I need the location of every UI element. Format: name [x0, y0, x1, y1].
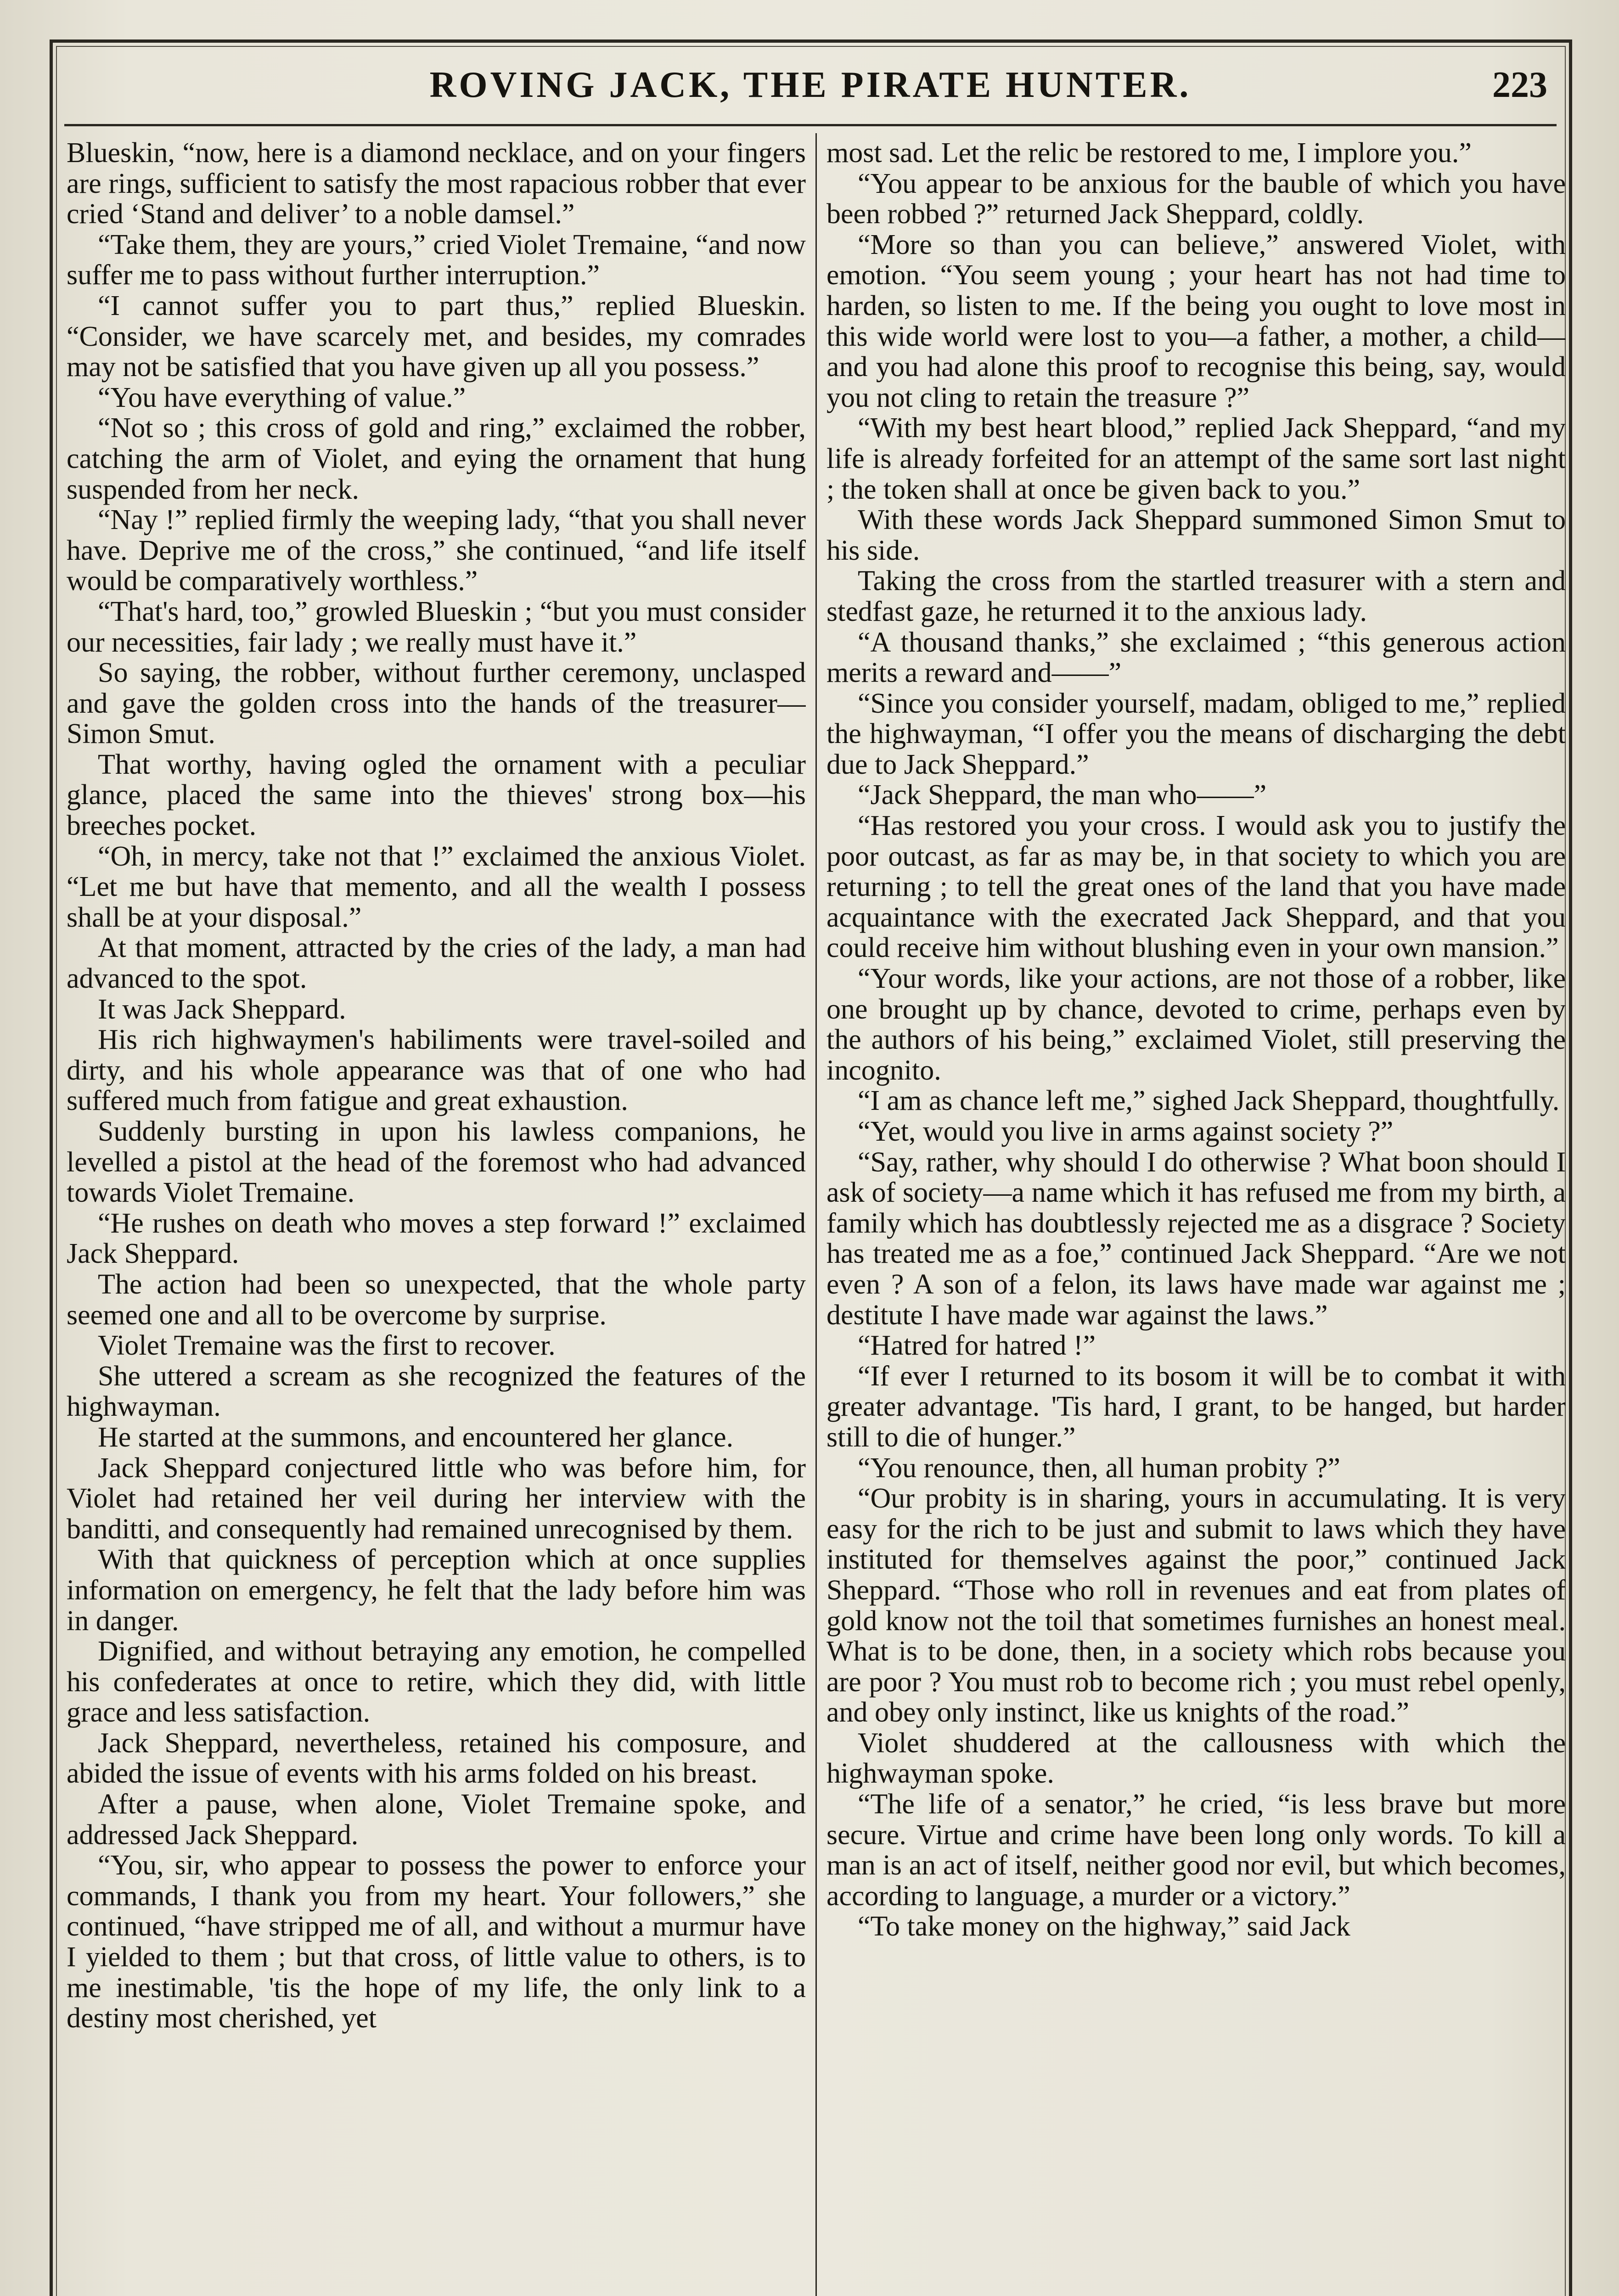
paragraph: Jack Sheppard conjectured little who was before him, for Violet had retained her veil during her interview with the banditti, and consequently had remained unrecognised by them.	[67, 1452, 806, 1545]
paragraph: “Nay !” replied firmly the weeping lady, “that you shall never have. Deprive me of the cross,” she continued, “and life itself would be comparatively worthless.”	[67, 504, 806, 597]
paragraph: Dignified, and without betraying any emotion, he compelled his confederates at once to retire, which they did, with little grace and less satisfaction.	[67, 1636, 806, 1728]
paragraph: “I am as chance left me,” sighed Jack Sheppard, thoughtfully.	[858, 1085, 1560, 1117]
paragraph: “Take them, they are yours,” cried Violet Tremaine, “and now suffer me to pass without further interruption.”	[67, 229, 806, 291]
paragraph: Violet shuddered at the callousness with which the highwayman spoke.	[826, 1727, 1566, 1790]
paragraph: “You renounce, then, all human probity ?”	[858, 1452, 1340, 1484]
paragraph: After a pause, when alone, Violet Tremaine spoke, and addressed Jack Sheppard.	[67, 1789, 806, 1851]
paragraph: “More so than you can believe,” answered Violet, with emotion. “You seem young ; your heart has not had time to harden, so listen to me. If the being you ought to love most in this wide world were lost to you—a father, a mother, a child—and you had alone this proof to recognise this being, say, would you not cling to retain the treasure ?”	[826, 229, 1566, 413]
paragraph: “You, sir, who appear to possess the power to enforce your commands, I thank you from my heart. Your followers,” she continued, “have stripped me of all, and without a murmur have I yielded to them ; but that cross, of little value to others, is to me inestimable, 'tis the hope of my life, the only link to a destiny most cherished, yet	[67, 1850, 806, 2034]
paragraph: “Yet, would you live in arms against society ?”	[858, 1116, 1394, 1147]
paragraph: “Our probity is in sharing, yours in accumulating. It is very easy for the rich to be just and submit to laws which they have instituted for themselves against the poor,” continued Jack Sheppard. “Those who roll in revenues and eat from plates of gold know not the toil that sometimes furnishes an honest meal. What is to be done, then, in a society which robs because you are poor ? You must rob to become rich ; you must rebel openly, and obey only instinct, like us knights of the road.”	[826, 1483, 1566, 1728]
paragraph: “Oh, in mercy, take not that !” exclaimed the anxious Violet. “Let me but have that memento, and all the wealth I possess shall be at your disposal.”	[67, 840, 806, 933]
paragraph: “I cannot suffer you to part thus,” replied Blueskin. “Consider, we have scarcely met, and besides, my comrades may not be satisfied that you have given up all you possess.”	[67, 290, 806, 383]
paragraph: most sad. Let the relic be restored to me, I implore you.”	[826, 138, 1472, 169]
paragraph: He started at the summons, and encountered her glance.	[98, 1421, 734, 1453]
paragraph: So saying, the robber, without further ceremony, unclasped and gave the golden cross into the hands of the treasurer—Simon Smut.	[67, 657, 806, 750]
paragraph: That worthy, having ogled the ornament with a peculiar glance, placed the same into the thieves' strong box—his breeches pocket.	[67, 748, 806, 842]
paragraph: Blueskin, “now, here is a diamond necklace, and on your fingers are rings, sufficient to satisfy the most rapacious robber that ever cried ‘Stand and deliver’ to a noble damsel.”	[67, 138, 806, 230]
paragraph: “A thousand thanks,” she exclaimed ; “this generous action merits a reward and——”	[826, 626, 1566, 689]
paragraph: Violet Tremaine was the first to recover.	[98, 1330, 556, 1362]
right-column	[826, 138, 1566, 2296]
page-header	[64, 55, 1557, 126]
paragraph: With that quickness of perception which at once supplies information on emergency, he felt that the lady before him was in danger.	[67, 1544, 806, 1637]
paragraph: “Not so ; this cross of gold and ring,” exclaimed the robber, catching the arm of Violet, and eying the ornament that hung suspended from her neck.	[67, 412, 806, 505]
paragraph: “To take money on the highway,” said Jack	[858, 1911, 1350, 1942]
paragraph: “Your words, like your actions, are not those of a robber, like one brought up by chance, devoted to crime, perhaps even by the authors of his being,” exclaimed Violet, still preserving the incognito.	[826, 963, 1566, 1086]
paragraph: “Jack Sheppard, the man who——”	[858, 779, 1267, 811]
page-number: 223	[1492, 65, 1547, 105]
paragraph: Suddenly bursting in upon his lawless companions, he levelled a pistol at the head of the foremost who had advanced towards Violet Tremaine.	[67, 1116, 806, 1209]
paragraph: “Since you consider yourself, madam, obliged to me,” replied the highwayman, “I offer you the means of discharging the debt due to Jack Sheppard.”	[826, 687, 1566, 780]
paragraph: “Hatred for hatred !”	[858, 1330, 1096, 1362]
paragraph: Jack Sheppard, nevertheless, retained his composure, and abided the issue of events with his arms folded on his breast.	[67, 1727, 806, 1790]
paragraph: “The life of a senator,” he cried, “is less brave but more secure. Virtue and crime have been long only words. To kill a man is an act of itself, neither good nor evil, but which becomes, according to language, a murder or a victory.”	[826, 1789, 1566, 1912]
paragraph: “You appear to be anxious for the bauble of which you have been robbed ?” returned Jack Sheppard, coldly.	[826, 168, 1566, 230]
paragraph: “He rushes on death who moves a step forward !” exclaimed Jack Sheppard.	[67, 1207, 806, 1270]
paragraph: “Has restored you your cross. I would ask you to justify the poor outcast, as far as may be, in that society to which you are returning ; to tell the great ones of the land that you have made acquaintance with the execrated Jack Sheppard, and that you could receive him without blushing even in your own mansion.”	[826, 810, 1566, 964]
left-column	[67, 138, 806, 2296]
paragraph: It was Jack Sheppard.	[98, 993, 346, 1025]
paragraph: “If ever I returned to its bosom it will be to combat it with greater advantage. 'Tis hard, I grant, to be hanged, but harder still to die of hunger.”	[826, 1360, 1566, 1453]
paragraph: At that moment, attracted by the cries of the lady, a man had advanced to the spot.	[67, 932, 806, 995]
paragraph: “That's hard, too,” growled Blueskin ; “but you must consider our necessities, fair lady ; we really must have it.”	[67, 596, 806, 658]
paragraph: The action had been so unexpected, that the whole party seemed one and all to be overcome by surprise.	[67, 1268, 806, 1331]
paragraph: “You have everything of value.”	[98, 382, 466, 413]
paragraph: Taking the cross from the startled treasurer with a stern and stedfast gaze, he returned it to the anxious lady.	[826, 565, 1566, 627]
paragraph: With these words Jack Sheppard summoned Simon Smut to his side.	[826, 504, 1566, 566]
paragraph: His rich highwaymen's habiliments were travel-soiled and dirty, and his whole appearance was that of one who had suffered much from fatigue and great exhaustion.	[67, 1024, 806, 1117]
paragraph: “With my best heart blood,” replied Jack Sheppard, “and my life is already forfeited for an attempt of the same sort last night ; the token shall at once be given back to you.”	[826, 412, 1566, 505]
running-title: ROVING JACK, THE PIRATE HUNTER.	[429, 65, 1192, 105]
column-divider	[815, 133, 817, 2296]
paragraph: “Say, rather, why should I do otherwise ? What boon should I ask of society—a name which it has refused me from my birth, a family which has doubtlessly rejected me as a disgrace ? Society has treated me as a foe,” continued Jack Sheppard. “Are we not even ? A son of a felon, its laws have made war against me ; destitute I have made war against the laws.”	[826, 1146, 1566, 1331]
paragraph: She uttered a scream as she recognized the features of the highwayman.	[67, 1360, 806, 1423]
